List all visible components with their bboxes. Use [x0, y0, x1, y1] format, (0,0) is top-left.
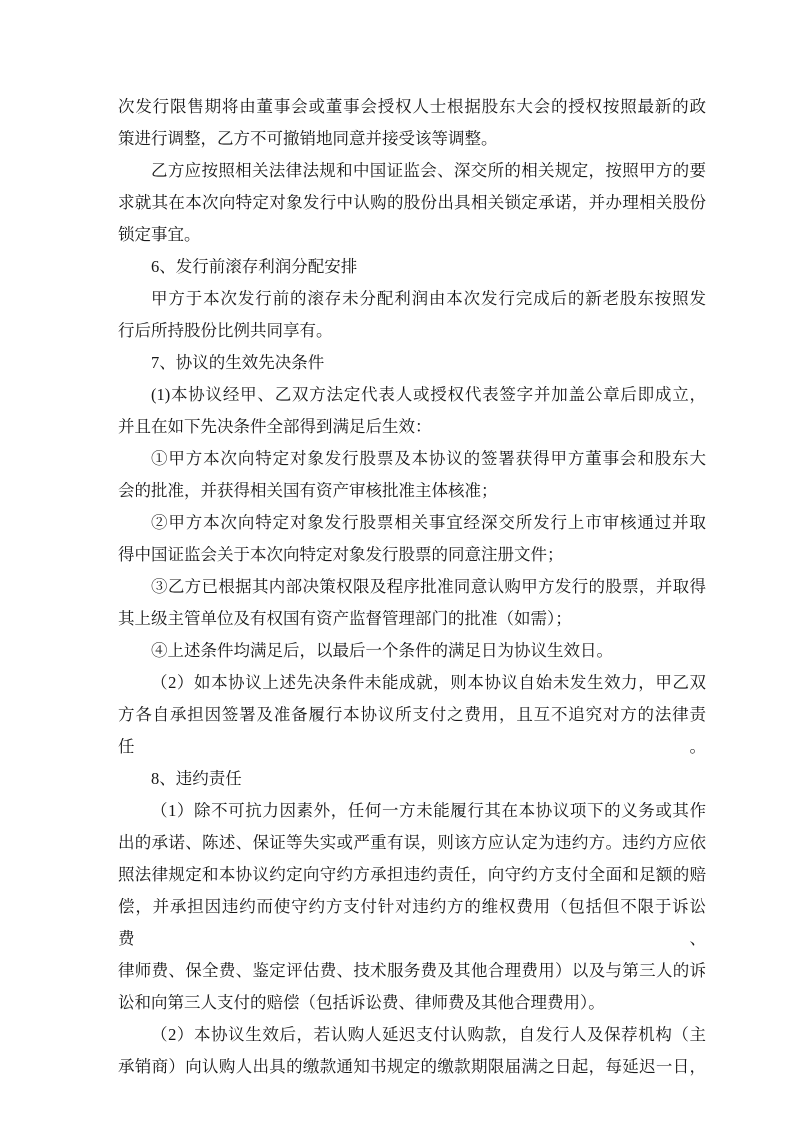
paragraph — [118, 155, 706, 251]
text-line: 方各自承担因签署及准备履行本协议所支付之费用，且互不追究对方的法律责任。 — [118, 705, 706, 756]
text-line: 得中国证监会关于本次向特定对象发行股票的同意注册文件； — [118, 545, 564, 564]
text-line: 会的批准，并获得相关国有资产审核批准主体核准； — [118, 481, 498, 500]
text-line: 6、发行前滚存利润分配安排 — [151, 257, 358, 276]
paragraph — [118, 667, 706, 763]
paragraph — [118, 251, 706, 283]
text-line: 锁定事宜。 — [118, 225, 201, 244]
text-line: 讼和向第三人支付的赔偿（包括诉讼费、律师费及其他合理费用）。 — [118, 993, 605, 1012]
paragraph — [118, 795, 706, 1019]
paragraph — [118, 507, 706, 571]
text-line: （1）除不可抗力因素外，任何一方未能履行其在本协议项下的义务或其作 — [151, 801, 706, 820]
text-line: 次发行限售期将由董事会或董事会授权人士根据股东大会的授权按照最新的政 — [118, 97, 706, 116]
text-line: 偿，并承担因违约而使守约方支付针对违约方的维权费用（包括但不限于诉讼费、 — [118, 897, 706, 948]
text-line: 并且在如下先决条件全部得到满足后生效： — [118, 417, 432, 436]
text-line: 承销商）向认购人出具的缴款通知书规定的缴款期限届满之日起，每延迟一日， — [118, 1057, 706, 1076]
paragraph — [118, 283, 706, 347]
text-line: ③乙方已根据其内部决策权限及程序批准同意认购甲方发行的股票，并取得 — [151, 577, 706, 596]
text-line: 行后所持股份比例共同享有。 — [118, 321, 333, 340]
paragraph — [118, 1019, 706, 1083]
paragraph — [118, 571, 706, 635]
text-line: ①甲方本次向特定对象发行股票及本协议的签署获得甲方董事会和股东大 — [151, 449, 706, 468]
text-line: ②甲方本次向特定对象发行股票相关事宜经深交所发行上市审核通过并取 — [151, 513, 706, 532]
text-line: 求就其在本次向特定对象发行中认购的股份出具相关锁定承诺，并办理相关股份 — [118, 193, 706, 212]
text-line: （2）如本协议上述先决条件未能成就，则本协议自始未发生效力，甲乙双 — [151, 673, 706, 692]
document-body — [118, 91, 706, 1083]
text-line: （2）本协议生效后，若认购人延迟支付认购款，自发行人及保荐机构（主 — [151, 1025, 706, 1044]
paragraph — [118, 443, 706, 507]
text-line: 照法律规定和本协议约定向守约方承担违约责任，向守约方支付全面和足额的赔 — [118, 865, 706, 884]
paragraph — [118, 91, 706, 155]
text-line: 出的承诺、陈述、保证等失实或严重有误，则该方应认定为违约方。违约方应依 — [118, 833, 706, 852]
text-line: 其上级主管单位及有权国有资产监督管理部门的批准（如需）； — [118, 609, 572, 628]
text-line: 甲方于本次发行前的滚存未分配利润由本次发行完成后的新老股东按照发 — [151, 289, 706, 308]
text-line: ④上述条件均满足后，以最后一个条件的满足日为协议生效日。 — [151, 641, 613, 660]
text-line: 7、协议的生效先决条件 — [151, 353, 325, 372]
text-line: 乙方应按照相关法律法规和中国证监会、深交所的相关规定，按照甲方的要 — [151, 161, 706, 180]
text-line: 策进行调整，乙方不可撤销地同意并接受该等调整。 — [118, 129, 498, 148]
paragraph — [118, 635, 706, 667]
paragraph — [118, 379, 706, 443]
text-line: (1)本协议经甲、乙双方法定代表人或授权代表签字并加盖公章后即成立， — [151, 385, 706, 404]
text-line: 律师费、保全费、鉴定评估费、技术服务费及其他合理费用）以及与第三人的诉 — [118, 961, 706, 980]
paragraph — [118, 347, 706, 379]
text-line: 8、违约责任 — [151, 769, 242, 788]
paragraph — [118, 763, 706, 795]
